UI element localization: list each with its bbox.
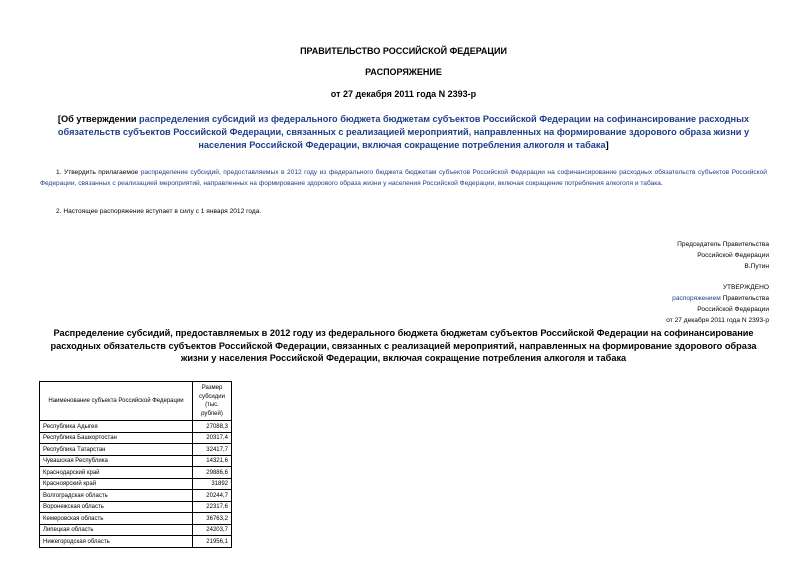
table-row (40, 421, 232, 433)
signature-line-3: В.Путин (744, 263, 769, 270)
table-header-row (40, 382, 232, 421)
region-name-cell: Нижегородская область (40, 536, 193, 548)
approval-block (666, 282, 769, 326)
table-row (40, 513, 232, 525)
subsidy-value-cell: 29886,6 (193, 467, 232, 479)
subsidy-value-cell: 32417,7 (193, 444, 232, 456)
org-heading: ПРАВИТЕЛЬСТВО РОССИЙСКОЙ ФЕДЕРАЦИИ (300, 46, 507, 56)
subsidy-value-cell: 31892 (193, 478, 232, 490)
subsidy-value-cell: 20244,7 (193, 490, 232, 502)
table-row (40, 444, 232, 456)
table-row (40, 478, 232, 490)
table-row (40, 467, 232, 479)
approval-line-2 (666, 293, 769, 304)
document-title (40, 113, 767, 152)
region-name-cell: Республика Татарстан (40, 444, 193, 456)
subsidy-value-cell: 21956,1 (193, 536, 232, 548)
paragraph-1-start: 1. Утвердить прилагаемое (56, 169, 141, 176)
subsidy-table (39, 381, 232, 548)
distribution-title: Распределение субсидий, предоставляемых в 2012 году из федерального бюджета бюджетам субъектов Российской Федерации на софинансирование расходных обязательств субъектов Российской Федерации, связанных с реализацией мероприятий, направленных на формирование здорового образа жизни у населения Российской Федерации, включая сокращение потребления алкоголя и табака (50, 328, 757, 363)
subsidy-value-cell: 14321,6 (193, 455, 232, 467)
approval-line-3: Российской Федерации (697, 306, 769, 313)
region-name-cell: Волгоградская область (40, 490, 193, 502)
approval-line-4: от 27 декабря 2011 года N 2393-р (666, 317, 769, 324)
table-body (40, 421, 232, 548)
subsidy-value-cell: 24203,7 (193, 524, 232, 536)
subsidy-value-cell: 27088,3 (193, 421, 232, 433)
paragraph-1-link[interactable]: распределение субсидий, предоставляемых в 2012 году из федерального бюджета бюджетам субъектов Российской Федерации на софинансирование расходных обязательств субъектов Российской Федерации, связанных с реализацией мероприятий, направленных на формирование здорового образа жизни у населения Российской Федерации, включая сокращение потребления алкоголя и табака (40, 169, 767, 187)
doc-type-heading: РАСПОРЯЖЕНИЕ (365, 67, 442, 77)
approval-line-1: УТВЕРЖДЕНО (722, 284, 769, 291)
approval-line-2-rest: Правительства (720, 295, 769, 302)
approval-link[interactable]: распоряжением (672, 295, 721, 302)
title-open: [Об утверждении (57, 114, 140, 124)
region-name-cell: Республика Башкортостан (40, 432, 193, 444)
paragraph-1-end: . (660, 180, 663, 187)
table-row (40, 432, 232, 444)
signature-line-2: Российской Федерации (697, 252, 769, 259)
table-row (40, 536, 232, 548)
title-link[interactable]: распределения субсидий из федерального бюджета бюджетам субъектов Российской Федерации на софинансирование расходных обязательств субъектов Российской Федерации, связанных с реализацией мероприятий, направленных на формирование здорового образа жизни у населения Российской Федерации, включая сокращение потребления алкоголя и табака (57, 114, 750, 150)
column-header-subsidy: Размер субсидии (тыс. рублей) (193, 382, 232, 421)
region-name-cell: Республика Адыгея (40, 421, 193, 433)
region-name-cell: Кемеровская область (40, 513, 193, 525)
region-name-cell: Воронежская область (40, 501, 193, 513)
table-row (40, 455, 232, 467)
column-header-region: Наименование субъекта Российской Федерации (40, 382, 193, 421)
region-name-cell: Липецкая область (40, 524, 193, 536)
subsidy-value-cell: 36763,2 (193, 513, 232, 525)
paragraph-2: 2. Настоящее распоряжение вступает в силу с 1 января 2012 года. (56, 208, 262, 215)
region-name-cell: Чувашская Республика (40, 455, 193, 467)
paragraph-1 (40, 167, 767, 189)
doc-date-number: от 27 декабря 2011 года N 2393-р (330, 89, 477, 99)
region-name-cell: Краснодарский край (40, 467, 193, 479)
title-close: ] (605, 140, 609, 150)
table-row (40, 524, 232, 536)
subsidy-value-cell: 22317,6 (193, 501, 232, 513)
signature-line-1: Председатель Правительства (677, 241, 769, 248)
subsidy-value-cell: 20317,4 (193, 432, 232, 444)
region-name-cell: Красноярский край (40, 478, 193, 490)
signature-block (677, 239, 769, 272)
table-row (40, 490, 232, 502)
table-row (40, 501, 232, 513)
